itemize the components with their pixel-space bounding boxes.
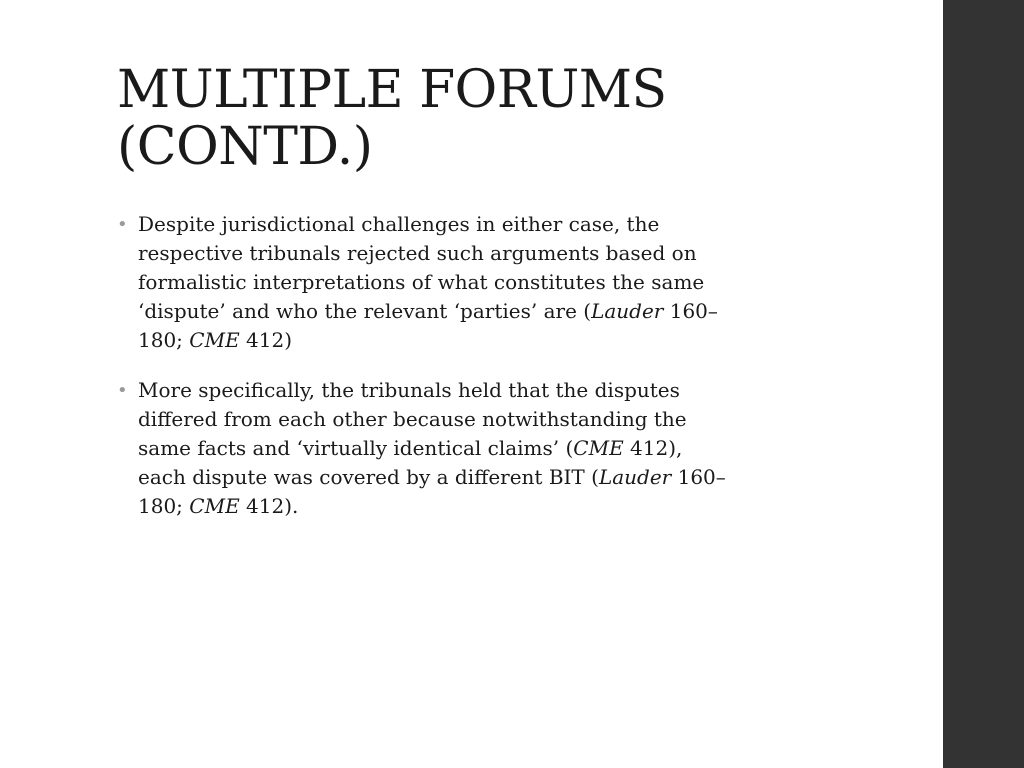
- bullet-text: [138, 376, 817, 521]
- bullet-item: [117, 376, 817, 521]
- bullet-text-segment: differed from each other because notwithstanding the: [138, 407, 687, 431]
- bullet-dot-icon: •: [117, 214, 128, 235]
- bullet-text: [138, 210, 817, 355]
- bullet-dot-icon: •: [117, 380, 128, 401]
- bullet-line: [138, 326, 817, 355]
- bullet-text-segment: 412),: [623, 436, 683, 460]
- bullet-text-segment: same facts and ‘virtually identical claims’ (: [138, 436, 574, 460]
- bullet-item: [117, 210, 817, 355]
- bullet-text-segment: 180;: [138, 328, 190, 352]
- bullet-line: [138, 210, 817, 239]
- bullet-line: [138, 463, 817, 492]
- bullet-line: [138, 297, 817, 326]
- case-citation: CME: [189, 328, 240, 352]
- bullet-text-segment: each dispute was covered by a different BIT (: [138, 465, 599, 489]
- bullet-line: [138, 434, 817, 463]
- slide-title-line-1: MULTIPLE FORUMS: [117, 60, 667, 120]
- case-citation: CME: [573, 436, 624, 460]
- bullet-line: [138, 239, 817, 268]
- bullet-text-segment: 412): [239, 328, 293, 352]
- case-citation: CME: [189, 494, 240, 518]
- bullet-text-segment: More specifically, the tribunals held that the disputes: [138, 378, 680, 402]
- bullet-line: [138, 268, 817, 297]
- side-bar: [943, 0, 1024, 768]
- bullet-line: [138, 376, 817, 405]
- slide-title-line-2: (CONTD.): [117, 117, 373, 177]
- slide-title: [117, 62, 877, 176]
- bullet-text-segment: formalistic interpretations of what constitutes the same: [138, 270, 705, 294]
- bullet-text-segment: 412).: [239, 494, 299, 518]
- bullet-text-segment: 160–: [671, 465, 726, 489]
- bullet-line: [138, 405, 817, 434]
- bullet-text-segment: Despite jurisdictional challenges in either case, the: [138, 212, 660, 236]
- bullet-text-segment: 180;: [138, 494, 190, 518]
- case-citation: Lauder: [598, 465, 672, 489]
- bullet-text-segment: ‘dispute’ and who the relevant ‘parties’ are (: [138, 299, 592, 323]
- bullet-text-segment: 160–: [663, 299, 718, 323]
- bullet-text-segment: respective tribunals rejected such arguments based on: [138, 241, 697, 265]
- bullet-line: [138, 492, 817, 521]
- case-citation: Lauder: [591, 299, 664, 323]
- slide-body: [117, 210, 817, 521]
